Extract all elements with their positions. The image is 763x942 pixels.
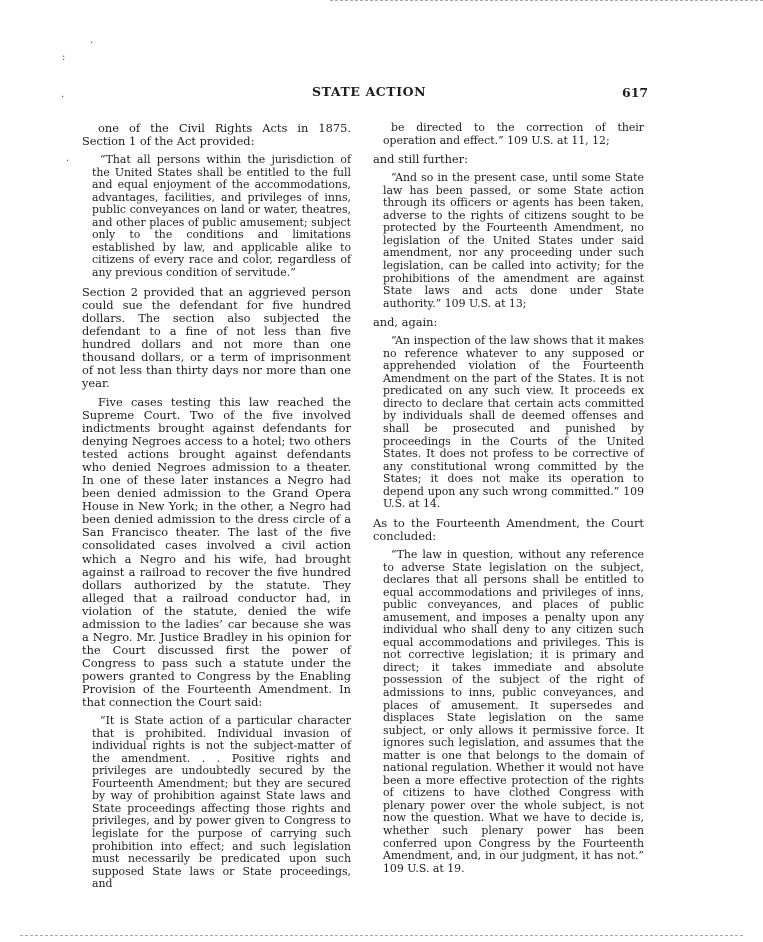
block-quote: “And so in the present case, until some State law has been passed, or some State action through its officers or agents has been taken, adverse to the rights of citizens sought to be protected by the Fourteenth Amendment, no legislation of the United States under said amendment, nor any proceeding under such legislation, can be called into activity; for the prohibitions of the amendment are against State laws and acts done under State authority.” 109 U.S. at 13; xyxy=(383,171,644,310)
top-scan-edge xyxy=(330,0,763,1)
right-column xyxy=(373,122,644,881)
paragraph: and, again: xyxy=(373,315,438,330)
scan-speck: : xyxy=(62,52,66,63)
block-quote-continued: be directed to the correction of their operation and effect.” 109 U.S. at 11, 12; xyxy=(383,121,644,147)
running-header-title: STATE ACTION xyxy=(312,84,427,99)
page-number: 617 xyxy=(622,85,649,100)
paragraph: Section 2 provided that an aggrieved person could sue the defendant for five hundred dollars. The section also subjected the defendant to a fine of not less than five hundred dollars and not more than one thousand dollars, or a term of imprisonment of not less than thirty days nor more than one year. xyxy=(82,284,351,390)
scan-speck: · xyxy=(61,92,65,103)
paragraph: and still further: xyxy=(373,152,468,167)
paragraph: As to the Fourteenth Amendment, the Court concluded: xyxy=(373,515,644,543)
block-quote: “The law in question, without any reference to adverse State legislation on the subject, declares that all persons shall be entitled to equal accommodations and privileges of inns, public conveyances, and places of public amusement, and imposes a penalty upon any individual who shall deny to any citizen such equal accommodations and privileges. This is not corrective legislation; it is primary and direct; it takes immediate and absolute possession of the subject of the right of admissions to inns, public conveyances, and places of amusement. It supersedes and displaces State legislation on the same subject, or only allows it permissive force. It ignores such legislation, and assumes that the matter is one that belongs to the domain of national regulation. Whether it would not have been a more effective protection of the rights of citizens to have clothed Congress with plenary power over the whole subject, is not now the question. What we have to decide is, whether such plenary power has been conferred upon Congress by the Fourteenth Amendment, and, in our judgment, it has not.” 109 U.S. at 19. xyxy=(383,547,644,875)
block-quote: “An inspection of the law shows that it makes no reference whatever to any supposed or apprehended violation of the Fourteenth Amendment on the part of the States. It is not predicated on any such view. It proceeds ex directo to declare that certain acts committed by individuals shall de deemed offenses and shall be prosecuted and punished by proceedings in the Courts of the United States. It does not profess to be corrective of any constitutional wrong committed by the States; it does not make its operation to depend upon any such wrong committed.” 109 U.S. at 14. xyxy=(383,334,644,511)
block-quote: “That all persons within the jurisdiction of the United States shall be entitled to the full and equal enjoyment of the accommodations, advantages, facilities, and privileges of inns, public conveyances on land or water, theatres, and other places of public amusement; subject only to the conditions and limitations established by law, and applicable alike to citizens of every race and color, regardless of any previous condition of servitude.” xyxy=(92,153,351,280)
scan-speck: · xyxy=(90,38,94,49)
scan-speck: · xyxy=(66,156,70,167)
block-quote: “It is State action of a particular character that is prohibited. Individual invasion of individual rights is not the subject-matter of the amendment. . . Positive rights and privileges are undoubtedly secured by the Fourteenth Amendment; but they are secured by way of prohibition against State laws and State proceedings affecting those rights and privileges, and by power given to Congress to legislate for the purpose of carrying such prohibition into effect; and such legislation must necessarily be predicated upon such supposed State laws or State proceedings, and xyxy=(92,714,351,891)
paragraph: one of the Civil Rights Acts in 1875. Section 1 of the Act provided: xyxy=(82,121,351,149)
bottom-scan-edge xyxy=(20,935,743,936)
left-column xyxy=(82,122,351,897)
paragraph: Five cases testing this law reached the Supreme Court. Two of the five involved indictments brought against defendants for denying Negroes access to a hotel; two others tested actions brought against defendants who denied Negroes admission to a theater. In one of these later instances a Negro had been denied admission to the Grand Opera House in New York; in the other, a Negro had been denied admission to the dress circle of a San Francisco theater. The last of the five consolidated cases involved a civil action which a Negro and his wife, had brought against a railroad to recover the five hundred dollars authorized by the statute. They alleged that a railroad conductor had, in violation of the statute, denied the wife admission to the ladies’ car because she was a Negro. Mr. Justice Bradley in his opinion for the Court discussed first the power of Congress to pass such a statute under the powers granted to Congress by the Enabling Provision of the Fourteenth Amendment. In that connection the Court said: xyxy=(82,394,351,710)
